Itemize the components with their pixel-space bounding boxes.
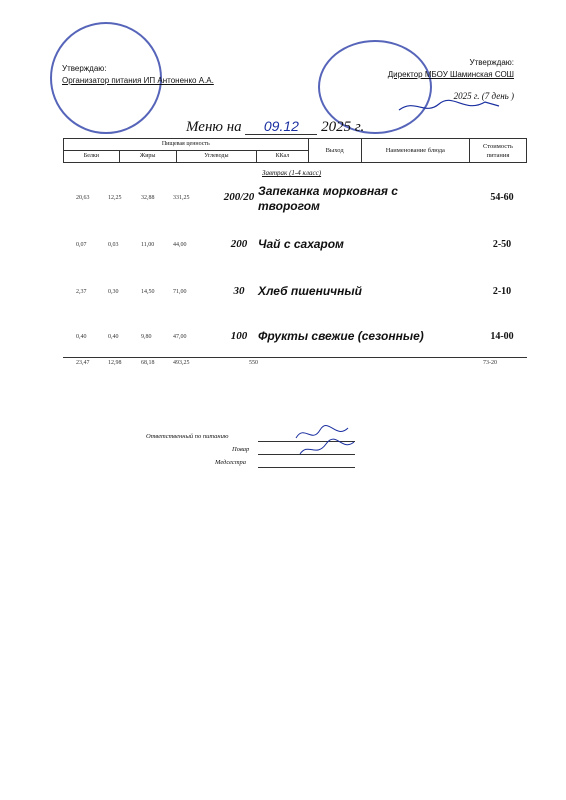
row-output: 100 xyxy=(230,330,248,342)
row-cost: 14-00 xyxy=(490,331,514,342)
row-carbs: 14,50 xyxy=(141,289,155,295)
responsible-signature xyxy=(290,418,360,458)
row-carbs: 11,00 xyxy=(141,242,155,248)
nurse-line xyxy=(258,466,355,468)
row-cost: 2-10 xyxy=(492,286,512,297)
row-kcal: 44,00 xyxy=(173,242,187,248)
proteins-header: Белки xyxy=(64,151,120,163)
totals-row xyxy=(63,357,527,370)
total-proteins: 23,47 xyxy=(76,360,90,366)
nurse-label: Медсестра xyxy=(215,459,247,466)
row-proteins: 0,07 xyxy=(76,242,87,248)
row-output: 200/20 xyxy=(223,191,255,203)
row-fats: 12,25 xyxy=(108,195,122,201)
carbs-header: Углеводы xyxy=(176,151,257,163)
year-days: 2025 г. (7 день ) xyxy=(453,91,514,101)
row-dish-name: Хлеб пшеничный xyxy=(258,284,362,298)
total-kcal: 493,25 xyxy=(173,360,190,366)
total-fats: 12,98 xyxy=(108,360,122,366)
responsible-label: Ответственный по питанию xyxy=(146,433,229,440)
kcal-header: ККал xyxy=(257,151,308,163)
menu-row xyxy=(63,284,527,300)
menu-title xyxy=(186,118,364,136)
row-proteins: 2,37 xyxy=(76,289,87,295)
menu-row xyxy=(63,329,527,345)
menu-row xyxy=(63,184,527,213)
total-output: 550 xyxy=(249,360,258,366)
director-name: Директор МБОУ Шаминская СОШ xyxy=(387,70,514,79)
nutrition-header: Пищевая ценность xyxy=(64,139,309,151)
row-output: 200 xyxy=(230,238,248,250)
menu-row xyxy=(63,237,527,253)
row-dish-name: Фрукты свежие (сезонные) xyxy=(258,329,424,343)
menu-date: 09.12 xyxy=(245,118,317,135)
row-proteins: 0,40 xyxy=(76,334,87,340)
menu-table-header xyxy=(63,138,527,163)
header-left xyxy=(62,63,214,87)
approve-left-label: Утверждаю: xyxy=(62,64,107,73)
cook-label: Повар xyxy=(232,446,250,453)
output-header: Выход xyxy=(308,139,361,163)
row-carbs: 9,80 xyxy=(141,334,152,340)
row-kcal: 71,00 xyxy=(173,289,187,295)
section-title: Завтрак (1-4 класс) xyxy=(262,169,322,177)
row-fats: 0,03 xyxy=(108,242,119,248)
row-fats: 0,40 xyxy=(108,334,119,340)
total-carbs: 68,18 xyxy=(141,360,155,366)
row-dish-name: Чай с сахаром xyxy=(258,237,344,251)
row-carbs: 32,88 xyxy=(141,195,155,201)
row-dish-name: Запеканка морковная с творогом xyxy=(258,184,398,213)
row-proteins: 20,63 xyxy=(76,195,90,201)
row-fats: 0,30 xyxy=(108,289,119,295)
row-kcal: 47,00 xyxy=(173,334,187,340)
menu-year: 2025 г. xyxy=(321,119,365,135)
fats-header: Жиры xyxy=(119,151,176,163)
menu-title-prefix: Меню на xyxy=(186,119,242,135)
row-kcal: 331,25 xyxy=(173,195,190,201)
total-cost: 73-20 xyxy=(483,360,497,366)
name-header: Наименование блюда xyxy=(361,139,469,163)
row-cost: 54-60 xyxy=(490,192,514,203)
row-output: 30 xyxy=(233,285,245,297)
approve-right-label: Утверждаю: xyxy=(469,58,514,67)
cost-header: Стоимость питания xyxy=(470,139,527,163)
header-right xyxy=(364,57,514,102)
row-cost: 2-50 xyxy=(492,239,512,250)
organizer-name: Организатор питания ИП Антоненко А.А. xyxy=(62,76,214,85)
